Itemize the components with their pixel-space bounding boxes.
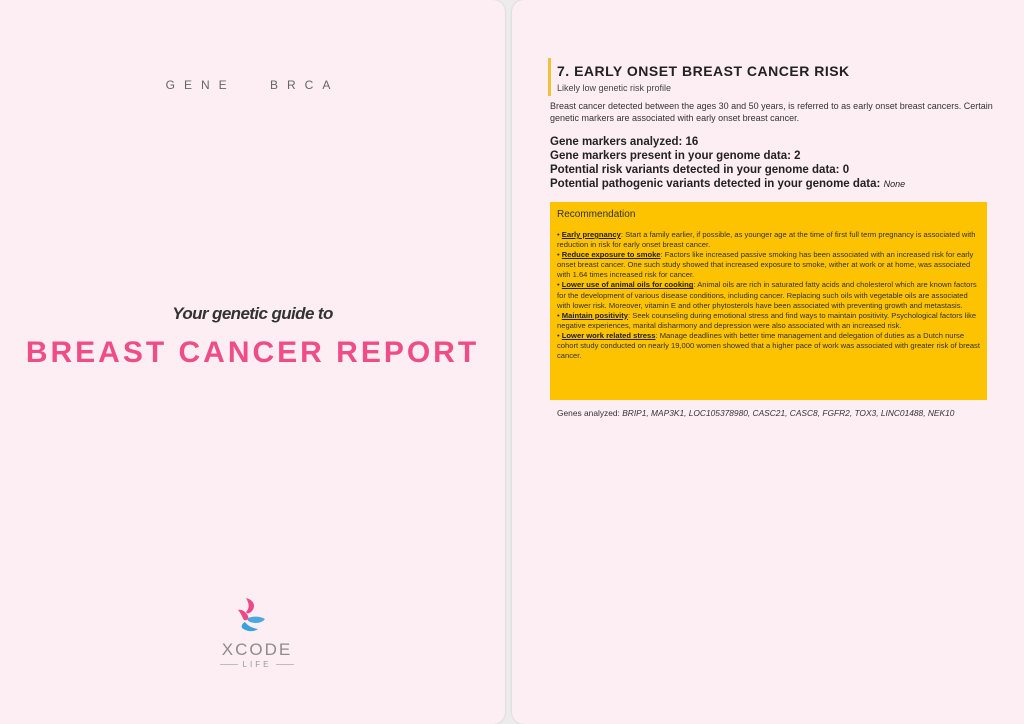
recommendation-item-text: : Manage deadlines with better time management and delegation of duties as a Dutch nurse cohort study conducted on nearly 19,000 women showed that a higher pace of work was associated with greater risk of breast cancer. [557, 330, 980, 361]
logo-name: XCODE [221, 640, 293, 659]
recommendation-heading: Recommendation [557, 209, 636, 220]
recommendation-item-title: Early pregnancy [561, 230, 621, 239]
stat-label: Potential risk variants detected in your genome data: [550, 164, 840, 176]
stat-label: Gene markers present in your genome data: [550, 150, 791, 162]
stat-row [550, 177, 1010, 191]
recommendation-item-title: Lower use of animal oils for cooking [561, 280, 694, 290]
recommendation-item: • Lower work related stress: Manage deadlines with better time management and delegation of duties as a Dutch nurse cohort study conducted on nearly 19,000 women showed that a higher pace of work was associated with greater risk of breast cancer. [557, 330, 980, 361]
recommendation-item-text: : Animal oils are rich in saturated fatty acids and cholesterol which are known factors for the development of various disease conditions, including cancer. Replacing such oils with vegetable oils are associated with lower risk. Moreover, vitamin E and other phytosterols have been associated with preventing growth and metastasis. [557, 280, 977, 310]
recommendation-item-text: : Start a family earlier, if possible, as younger age at the time of first full term pregnancy is associated with reduction in risk for early onset breast cancer. [557, 230, 976, 250]
stat-value: 0 [842, 164, 850, 176]
section-title: 7. EARLY ONSET BREAST CANCER RISK [557, 63, 850, 79]
stat-label: Gene markers analyzed: [550, 136, 683, 148]
recommendation-item: • Early pregnancy: Start a family earlier, if possible, as younger age at the time of first full term pregnancy is associated with reduction in risk for early onset breast cancer. [557, 230, 976, 250]
recommendation-item-text: : Seek counseling during emotional stress and find ways to maintain positivity. Psychological factors like negative experiences, marital disharmony and depression were also associated with an increased risk. [557, 310, 977, 330]
recommendation-item: • Reduce exposure to smoke: Factors like increased passive smoking has been associated with an increased risk for early onset breast cancer. One such study showed that increased exposure to smoke, wither at work or at home, was associated with 1.64 times increased risk for cancer. [557, 250, 974, 280]
tagline: Your genetic guide to [172, 304, 333, 323]
genes-analyzed [557, 408, 1017, 418]
stat-value: 16 [685, 136, 699, 148]
stat-row [550, 135, 1010, 149]
genes-analyzed-list: BRIP1, MAP3K1, LOC105378980, CASC21, CASC8, FGFR2, TOX3, LINC01488, NEK10 [622, 408, 955, 418]
stat-row [550, 149, 1010, 163]
stat-row [550, 163, 1010, 177]
gene-label: GENE BRCA [165, 78, 340, 92]
section-subtitle: Likely low genetic risk profile [557, 83, 672, 93]
stats-list [550, 135, 1010, 191]
stat-label: Potential pathogenic variants detected in your genome data: [550, 178, 881, 190]
xcode-life-logo [222, 596, 292, 676]
logo-sub: LIFE [212, 660, 302, 669]
recommendation-item-title: Maintain positivity [561, 310, 629, 320]
report-title: BREAST CANCER REPORT [25, 336, 480, 369]
xcode-life-logo-icon [232, 596, 272, 636]
section-intro: Breast cancer detected between the ages 30 and 50 years, is referred to as early onset breast cancers. Certain genetic markers are associated with early onset breast cancer. [550, 101, 993, 123]
recommendation-item-text: : Factors like increased passive smoking has been associated with an increased risk for early onset breast cancer. One such study showed that increased exposure to smoke, wither at work or at home, was associated with 1.64 times increased risk for cancer. [557, 250, 974, 280]
recommendation-item: • Lower use of animal oils for cooking: Animal oils are rich in saturated fatty acids and cholesterol which are known factors for the development of various disease conditions, including cancer. Replacing such oils with vegetable oils are associated with lower risk. Moreover, vitamin E and other phytosterols have been associated with preventing growth and metastasis. [557, 280, 977, 310]
stat-value: 2 [794, 150, 801, 162]
recommendation-item: • Maintain positivity: Seek counseling during emotional stress and find ways to maintain positivity. Psychological factors like negative experiences, marital disharmony and depression were also associated with an increased risk. [557, 310, 977, 330]
stat-value: None [883, 179, 906, 189]
section-accent-bar [548, 58, 551, 96]
recommendation-item-title: Lower work related stress [561, 330, 656, 340]
genes-analyzed-label: Genes analyzed: [557, 408, 620, 418]
recommendation-box [550, 202, 987, 400]
cover-page [0, 0, 505, 724]
recommendation-item-title: Reduce exposure to smoke [561, 250, 661, 260]
